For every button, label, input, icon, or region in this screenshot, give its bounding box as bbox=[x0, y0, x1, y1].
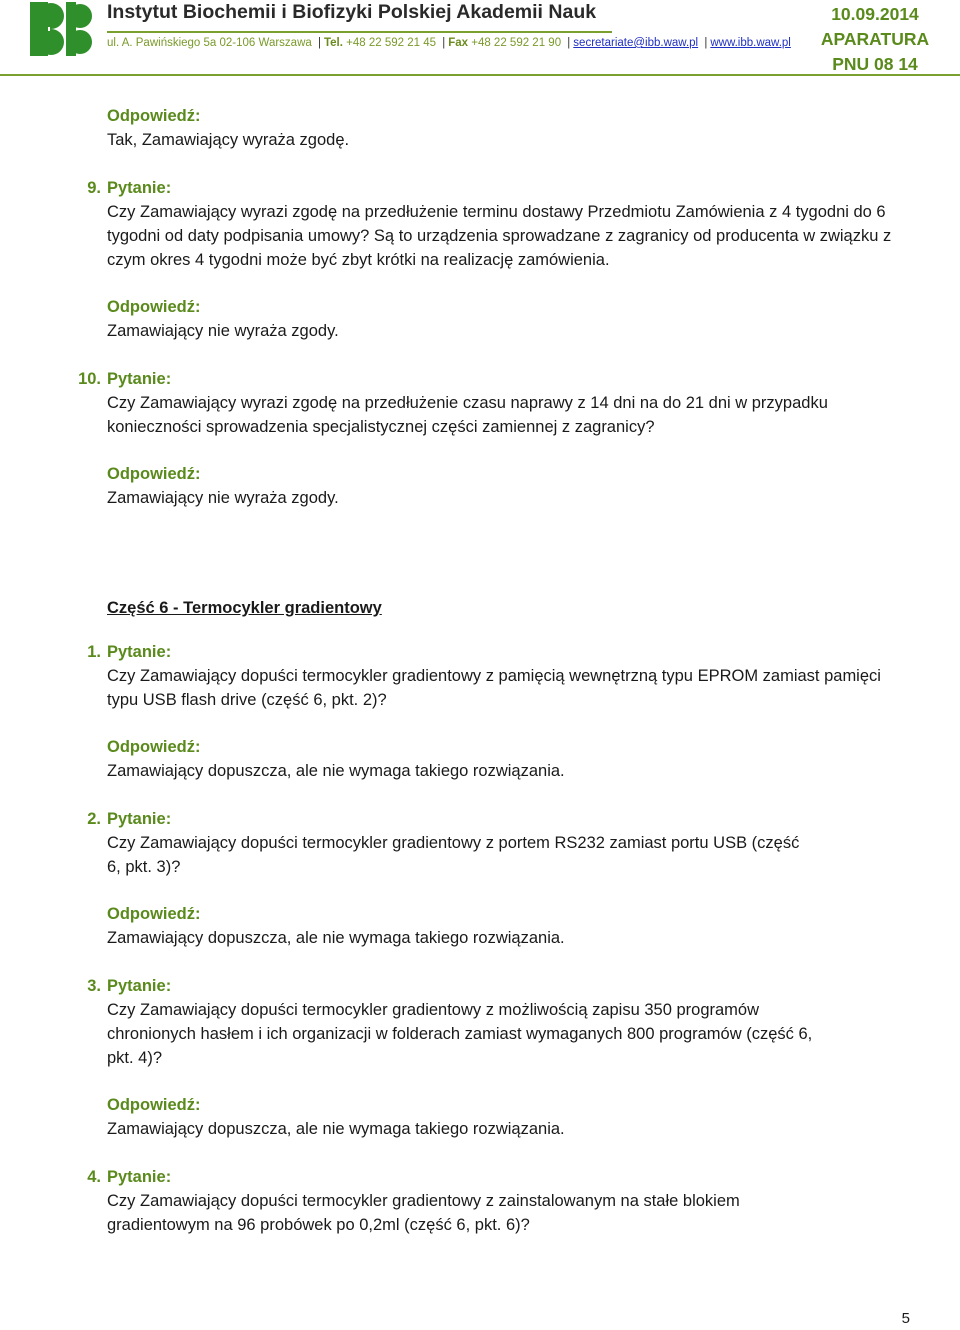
question-number: 3. bbox=[87, 977, 101, 995]
answer-text: Tak, Zamawiający wyraża zgodę. bbox=[107, 131, 350, 149]
document-body bbox=[78, 104, 907, 1237]
answer-label: Odpowiedź: bbox=[107, 465, 201, 483]
page-number: 5 bbox=[901, 1310, 910, 1327]
question-text: Czy Zamawiający wyrazi zgodę na przedłużenie terminu dostawy Przedmiotu Zamówienia z 4 tygodni do 6 tygodni od daty podpisania umowy? Są to urządzenia sprowadzane z zagranicy od producenta w związku z czym okres 4 tygodni może być zbyt krótki na realizację zamówienia. bbox=[107, 203, 892, 269]
answer-label: Odpowiedź: bbox=[107, 1096, 201, 1114]
question-number: 10. bbox=[78, 370, 101, 388]
email-link[interactable]: secretariate@ibb.waw.pl bbox=[573, 37, 699, 49]
question-label: Pytanie: bbox=[107, 810, 172, 828]
document-category: APARATURA bbox=[820, 29, 930, 49]
question-heading bbox=[87, 176, 907, 200]
question-number: 4. bbox=[87, 1168, 101, 1186]
question-heading bbox=[87, 807, 907, 831]
question-text: Czy Zamawiający dopuści termocykler gradientowy z zainstalowanym na stałe blokiem gradientowym na 96 probówek po 0,2ml (część 6, pkt. 6)? bbox=[107, 1192, 740, 1234]
document-date: 10.09.2014 bbox=[831, 4, 919, 24]
section-heading: Część 6 - Termocykler gradientowy bbox=[107, 599, 382, 617]
ibb-logo bbox=[30, 2, 92, 56]
answer-text: Zamawiający dopuszcza, ale nie wymaga takiego rozwiązania. bbox=[107, 929, 565, 947]
question-text: Czy Zamawiający dopuści termocykler gradientowy z możliwością zapisu 350 programów chronionych hasłem i ich organizacji w folderach zamiast wymaganych 800 programów (część 6, pkt. 4)? bbox=[107, 1001, 813, 1067]
tel-label: Tel. bbox=[323, 37, 343, 49]
answer-label: Odpowiedź: bbox=[107, 738, 201, 756]
answer-label: Odpowiedź: bbox=[107, 905, 201, 923]
fax-number: +48 22 592 21 90 bbox=[471, 37, 562, 49]
answer-label: Odpowiedź: bbox=[107, 298, 201, 316]
document-reference: PNU 08 14 bbox=[832, 54, 918, 74]
question-heading bbox=[87, 1165, 907, 1189]
institute-contact: ul. A. Pawińskiego 5a 02-106 Warszawa | Tel. +48 22 592 21 45 | Fax +48 22 592 21 90 | secretariate@ibb.waw.pl | www.ibb.waw.pl bbox=[107, 37, 791, 49]
answer-text: Zamawiający nie wyraża zgody. bbox=[107, 322, 339, 340]
fax-label: Fax bbox=[448, 37, 469, 49]
question-label: Pytanie: bbox=[107, 370, 172, 388]
question-heading bbox=[78, 367, 907, 391]
document-meta bbox=[810, 2, 940, 77]
question-label: Pytanie: bbox=[107, 643, 172, 661]
address: ul. A. Pawińskiego 5a 02-106 Warszawa bbox=[107, 37, 312, 49]
question-heading bbox=[87, 974, 907, 998]
tel-number: +48 22 592 21 45 bbox=[346, 37, 436, 49]
answer-text: Zamawiający dopuszcza, ale nie wymaga takiego rozwiązania. bbox=[107, 762, 565, 780]
question-label: Pytanie: bbox=[107, 1168, 172, 1186]
header-bottom-rule bbox=[0, 74, 960, 76]
question-text: Czy Zamawiający wyrazi zgodę na przedłużenie czasu naprawy z 14 dni na do 21 dni w przypadku konieczności sprowadzenia specjalistycznej części zamiennej z zagranicy? bbox=[107, 394, 828, 436]
question-number: 1. bbox=[87, 643, 101, 661]
question-text: Czy Zamawiający dopuści termocykler gradientowy z pamięcią wewnętrzną typu EPROM zamiast pamięci typu USB flash drive (część 6, pkt. 2)? bbox=[107, 667, 881, 709]
question-label: Pytanie: bbox=[107, 977, 172, 995]
question-number: 9. bbox=[87, 179, 101, 197]
question-text: Czy Zamawiający dopuści termocykler gradientowy z portem RS232 zamiast portu USB (część 6, pkt. 3)? bbox=[107, 834, 800, 876]
answer-label: Odpowiedź: bbox=[107, 107, 201, 125]
institute-name: Instytut Biochemii i Biofizyki Polskiej Akademii Nauk bbox=[107, 1, 597, 23]
question-number: 2. bbox=[87, 810, 101, 828]
header-rule bbox=[107, 31, 612, 33]
answer-text: Zamawiający dopuszcza, ale nie wymaga takiego rozwiązania. bbox=[107, 1120, 565, 1138]
website-link[interactable]: www.ibb.waw.pl bbox=[710, 37, 791, 49]
question-heading bbox=[87, 640, 907, 664]
answer-text: Zamawiający nie wyraża zgody. bbox=[107, 489, 339, 507]
question-label: Pytanie: bbox=[107, 179, 172, 197]
